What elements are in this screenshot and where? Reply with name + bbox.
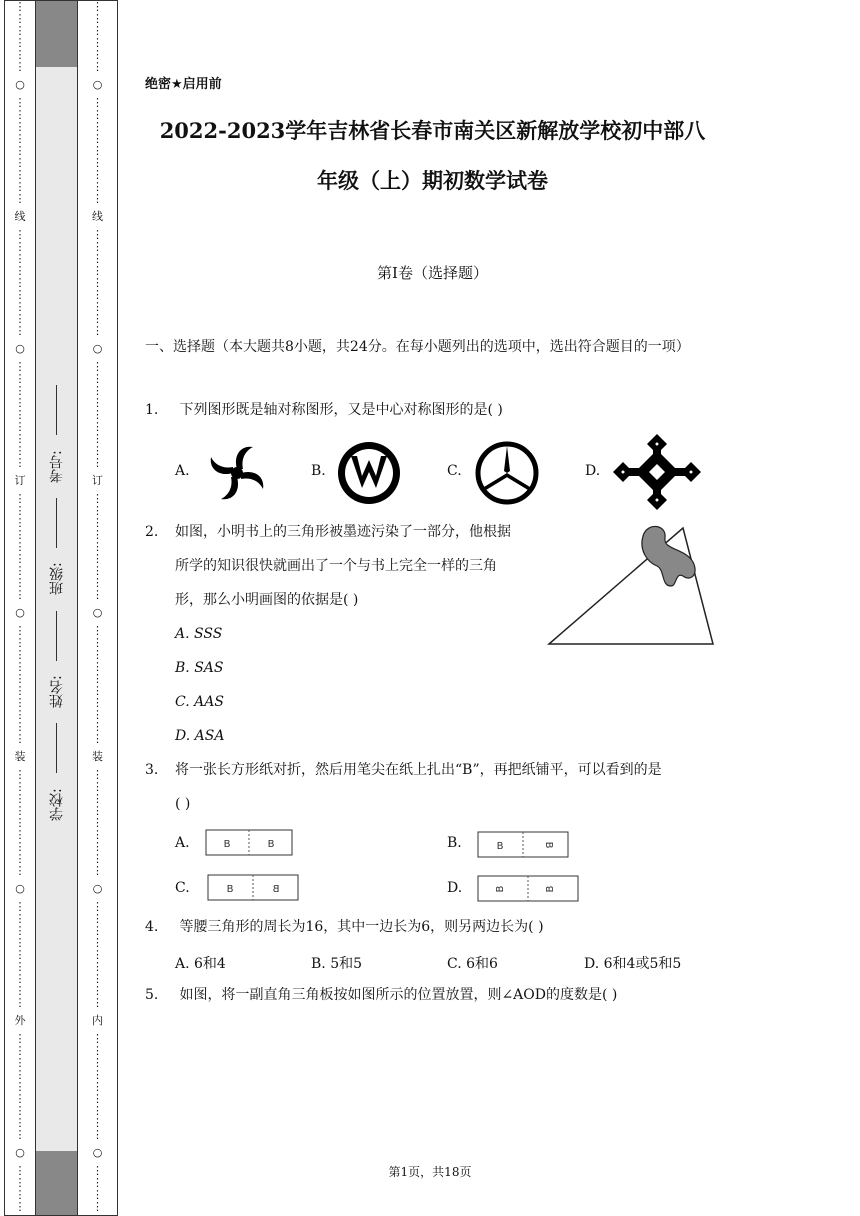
binding-dot: ⋮ bbox=[92, 408, 103, 421]
binding-dot: ⋮ bbox=[14, 1128, 26, 1141]
binding-dot: ⋮ bbox=[14, 900, 26, 913]
exam-no-label: 考号: bbox=[49, 450, 65, 483]
binding-dot: ⋮ bbox=[14, 60, 26, 73]
q4-option-d[interactable]: D. 6和4或5和5 bbox=[584, 956, 682, 972]
binding-dot: ⋮ bbox=[92, 1200, 103, 1213]
binding-dot: ⋮ bbox=[14, 408, 26, 421]
question-text: 等腰三角形的周长为16，其中一边长为6，则另两边长为( ) bbox=[179, 919, 544, 935]
question-text-line-1: 将一张长方形纸对折，然后用笔尖在纸上扎出“B”，再把纸铺平，可以看到的是 bbox=[175, 762, 662, 778]
q1-option-b[interactable] bbox=[311, 463, 326, 479]
question-2 bbox=[145, 515, 511, 753]
binding-dot: ⋮ bbox=[92, 1188, 103, 1201]
binding-dot: ⋮ bbox=[92, 588, 103, 601]
binding-dot: ⋮ bbox=[14, 708, 26, 721]
binding-dot: ⋮ bbox=[14, 684, 26, 697]
binding-dot: ⋮ bbox=[92, 120, 103, 133]
binding-dot: ⋮ bbox=[14, 696, 26, 709]
binding-strip bbox=[0, 0, 120, 1216]
exam-title bbox=[145, 106, 720, 206]
binding-dot: ⋮ bbox=[14, 420, 26, 433]
binding-dot: ⋮ bbox=[92, 324, 103, 337]
binding-dot: ⋮ bbox=[14, 912, 26, 925]
binding-dot: ⋮ bbox=[14, 1188, 26, 1201]
binding-dot: ⋮ bbox=[92, 12, 103, 25]
binding-dot: ⋮ bbox=[92, 660, 103, 673]
binding-circle-mark: ○ bbox=[15, 342, 25, 355]
binding-dot: ⋮ bbox=[14, 276, 26, 289]
option-label: D. bbox=[447, 880, 463, 896]
confidential-mark: 绝密★启用前 bbox=[145, 77, 222, 92]
binding-dot: ⋮ bbox=[92, 108, 103, 121]
q4-option-b[interactable]: B. 5和5 bbox=[311, 956, 363, 972]
question-1 bbox=[145, 393, 503, 427]
q2-option-b[interactable]: B. SAS bbox=[175, 660, 224, 676]
binding-dot: ⋮ bbox=[14, 516, 26, 529]
q4-option-a[interactable]: A. 6和4 bbox=[175, 956, 226, 972]
binding-dot: ⋮ bbox=[92, 1104, 103, 1117]
binding-dot: ⋮ bbox=[92, 372, 103, 385]
outer-binding-column bbox=[4, 0, 36, 1216]
gray-block-top bbox=[36, 1, 77, 67]
binding-dot: ⋮ bbox=[92, 864, 103, 877]
binding-dot: ⋮ bbox=[92, 312, 103, 325]
q2-option-d[interactable]: D. ASA bbox=[175, 728, 225, 744]
binding-dot: ⋮ bbox=[92, 1092, 103, 1105]
binding-dot: ⋮ bbox=[92, 1080, 103, 1093]
binding-dot: ⋮ bbox=[92, 816, 103, 829]
binding-dot: ⋮ bbox=[14, 456, 26, 469]
binding-dot: ⋮ bbox=[92, 1128, 103, 1141]
binding-dot: ⋮ bbox=[14, 156, 26, 169]
binding-dot: ⋮ bbox=[92, 768, 103, 781]
binding-dot: ⋮ bbox=[92, 720, 103, 733]
binding-dot: ⋮ bbox=[14, 324, 26, 337]
binding-dot: ⋮ bbox=[14, 252, 26, 265]
binding-dot: ⋮ bbox=[14, 540, 26, 553]
question-number: 1. bbox=[145, 402, 159, 418]
question-text-line-2: ( ) bbox=[175, 796, 191, 812]
binding-dot: ⋮ bbox=[92, 156, 103, 169]
option-label: A. bbox=[175, 463, 190, 479]
q3-option-b[interactable] bbox=[447, 835, 462, 851]
svg-text:B: B bbox=[272, 884, 280, 895]
q2-option-c[interactable]: C. AAS bbox=[175, 694, 224, 710]
binding-line-mark: 线 bbox=[14, 210, 26, 223]
binding-circle-mark: ○ bbox=[92, 606, 103, 619]
binding-dot: ⋮ bbox=[14, 948, 26, 961]
binding-dot: ⋮ bbox=[92, 1044, 103, 1057]
title-line-2: 年级（上）期初数学试卷 bbox=[317, 168, 548, 193]
binding-dot: ⋮ bbox=[14, 1068, 26, 1081]
binding-dot: ⋮ bbox=[14, 732, 26, 745]
binding-dot: ⋮ bbox=[92, 948, 103, 961]
binding-dot: ⋮ bbox=[92, 900, 103, 913]
binding-dot: ⋮ bbox=[14, 180, 26, 193]
binding-dot: ⋮ bbox=[14, 804, 26, 817]
svg-text:B: B bbox=[545, 885, 556, 893]
binding-line-mark: 线 bbox=[92, 210, 103, 223]
binding-dot: ⋮ bbox=[92, 384, 103, 397]
binding-dot: ⋮ bbox=[92, 252, 103, 265]
binding-dot: ⋮ bbox=[14, 360, 26, 373]
binding-dot: ⋮ bbox=[92, 24, 103, 37]
svg-text:B: B bbox=[223, 839, 231, 850]
binding-dot: ⋮ bbox=[92, 780, 103, 793]
binding-dot: ⋮ bbox=[14, 552, 26, 565]
binding-dot: ⋮ bbox=[92, 144, 103, 157]
question-text: 如图，将一副直角三角板按如图所示的位置放置，则∠AOD的度数是( ) bbox=[179, 987, 618, 1003]
question-text-line-2: 所学的知识很快就画出了一个与书上完全一样的三角 bbox=[175, 558, 497, 574]
option-label: C. bbox=[447, 463, 462, 479]
binding-dot: ⋮ bbox=[14, 24, 26, 37]
gray-block-bottom bbox=[36, 1151, 77, 1215]
binding-dot: ⋮ bbox=[14, 444, 26, 457]
binding-dot: ⋮ bbox=[92, 624, 103, 637]
question-number: 5. bbox=[145, 987, 159, 1003]
svg-text:B: B bbox=[267, 839, 275, 850]
binding-dot: ⋮ bbox=[14, 1044, 26, 1057]
binding-dot: ⋮ bbox=[14, 1200, 26, 1213]
folded-paper-b bbox=[477, 831, 569, 859]
binding-outer-mark: 外 bbox=[14, 1014, 26, 1027]
binding-dot: ⋮ bbox=[14, 852, 26, 865]
binding-dot: ⋮ bbox=[92, 168, 103, 181]
binding-dot: ⋮ bbox=[14, 1164, 26, 1177]
binding-dot: ⋮ bbox=[92, 912, 103, 925]
binding-dot: ⋮ bbox=[92, 828, 103, 841]
binding-dot: ⋮ bbox=[14, 1104, 26, 1117]
binding-dot: ⋮ bbox=[92, 192, 103, 205]
binding-dot: ⋮ bbox=[14, 828, 26, 841]
binding-dot: ⋮ bbox=[14, 564, 26, 577]
binding-dot: ⋮ bbox=[14, 132, 26, 145]
binding-dot: ⋮ bbox=[14, 792, 26, 805]
binding-staple-mark: 订 bbox=[92, 474, 103, 487]
title-line-1: 2022-2023学年吉林省长春市南关区新解放学校初中部八 bbox=[159, 118, 706, 143]
q2-option-a[interactable]: A. SSS bbox=[175, 626, 223, 642]
option-label: C. bbox=[175, 880, 190, 896]
binding-dot: ⋮ bbox=[92, 1164, 103, 1177]
binding-circle-mark: ○ bbox=[92, 342, 103, 355]
binding-dot: ⋮ bbox=[14, 108, 26, 121]
binding-dot: ⋮ bbox=[14, 48, 26, 61]
binding-dot: ⋮ bbox=[92, 792, 103, 805]
binding-dot: ⋮ bbox=[14, 168, 26, 181]
binding-dot: ⋮ bbox=[92, 276, 103, 289]
binding-dot: ⋮ bbox=[92, 1068, 103, 1081]
binding-dot: ⋮ bbox=[92, 696, 103, 709]
binding-dot: ⋮ bbox=[14, 636, 26, 649]
binding-dot: ⋮ bbox=[14, 1080, 26, 1093]
binding-dot: ⋮ bbox=[92, 240, 103, 253]
binding-dot: ⋮ bbox=[14, 36, 26, 49]
binding-dot: ⋮ bbox=[92, 576, 103, 589]
binding-dot: ⋮ bbox=[92, 36, 103, 49]
binding-dot: ⋮ bbox=[14, 1056, 26, 1069]
binding-dot: ⋮ bbox=[92, 528, 103, 541]
binding-dot: ⋮ bbox=[14, 1176, 26, 1189]
vw-logo-icon bbox=[335, 440, 403, 506]
binding-dot: ⋮ bbox=[14, 780, 26, 793]
binding-bind-mark: 装 bbox=[92, 750, 103, 763]
binding-dot: ⋮ bbox=[92, 1056, 103, 1069]
q3-option-c[interactable] bbox=[175, 880, 190, 896]
svg-text:B: B bbox=[495, 885, 506, 893]
binding-dot: ⋮ bbox=[92, 0, 103, 13]
q4-option-c[interactable]: C. 6和6 bbox=[447, 956, 498, 972]
mercedes-logo-icon bbox=[473, 440, 541, 506]
binding-dot: ⋮ bbox=[14, 144, 26, 157]
section-instructions: 一、选择题（本大题共8小题，共24分。在每小题列出的选项中，选出符合题目的一项） bbox=[145, 339, 690, 355]
class-blank[interactable] bbox=[57, 498, 58, 548]
binding-dot: ⋮ bbox=[92, 636, 103, 649]
outer-dotted-line bbox=[5, 1, 35, 1215]
binding-dot: ⋮ bbox=[14, 96, 26, 109]
question-text-line-1: 如图，小明书上的三角形被墨迹污染了一部分，他根据 bbox=[175, 524, 511, 540]
option-label: B. bbox=[447, 835, 462, 851]
name-label: 姓名: bbox=[49, 675, 65, 709]
question-4 bbox=[145, 910, 544, 944]
binding-dot: ⋮ bbox=[14, 972, 26, 985]
binding-dot: ⋮ bbox=[92, 648, 103, 661]
binding-dot: ⋮ bbox=[92, 420, 103, 433]
binding-dot: ⋮ bbox=[14, 924, 26, 937]
pinwheel-icon bbox=[203, 440, 271, 506]
binding-circle-mark: ○ bbox=[92, 882, 103, 895]
binding-circle-mark: ○ bbox=[15, 1146, 25, 1159]
binding-dot: ⋮ bbox=[14, 240, 26, 253]
binding-dot: ⋮ bbox=[14, 996, 26, 1009]
binding-circle-mark: ○ bbox=[15, 606, 25, 619]
binding-dot: ⋮ bbox=[92, 504, 103, 517]
binding-dot: ⋮ bbox=[14, 1116, 26, 1129]
svg-text:B: B bbox=[496, 841, 504, 852]
folded-paper-c bbox=[207, 874, 299, 902]
binding-dot: ⋮ bbox=[92, 960, 103, 973]
binding-dot: ⋮ bbox=[92, 732, 103, 745]
binding-dot: ⋮ bbox=[14, 648, 26, 661]
diamond-cross-icon bbox=[609, 432, 705, 512]
binding-dot: ⋮ bbox=[14, 1032, 26, 1045]
stained-triangle-figure bbox=[547, 520, 719, 648]
binding-dot: ⋮ bbox=[14, 372, 26, 385]
binding-dot: ⋮ bbox=[14, 936, 26, 949]
binding-dot: ⋮ bbox=[14, 816, 26, 829]
binding-dot: ⋮ bbox=[92, 708, 103, 721]
question-number: 4. bbox=[145, 919, 159, 935]
binding-dot: ⋮ bbox=[92, 96, 103, 109]
binding-dot: ⋮ bbox=[92, 672, 103, 685]
option-label: D. bbox=[585, 463, 601, 479]
binding-dot: ⋮ bbox=[92, 516, 103, 529]
option-label: A. bbox=[175, 835, 190, 851]
binding-dot: ⋮ bbox=[92, 684, 103, 697]
student-info-column bbox=[36, 0, 78, 1216]
binding-dot: ⋮ bbox=[92, 444, 103, 457]
binding-dot: ⋮ bbox=[92, 180, 103, 193]
binding-circle-mark: ○ bbox=[92, 78, 103, 91]
binding-dot: ⋮ bbox=[14, 228, 26, 241]
binding-dot: ⋮ bbox=[92, 1032, 103, 1045]
binding-dot: ⋮ bbox=[14, 576, 26, 589]
exam-no-blank[interactable] bbox=[57, 385, 58, 435]
binding-dot: ⋮ bbox=[92, 60, 103, 73]
binding-dot: ⋮ bbox=[14, 432, 26, 445]
inner-dotted-line bbox=[78, 1, 117, 1215]
binding-dot: ⋮ bbox=[92, 396, 103, 409]
q3-option-d[interactable] bbox=[447, 880, 462, 896]
svg-text:B: B bbox=[543, 841, 554, 849]
question-number: 2. bbox=[145, 524, 159, 540]
binding-dot: ⋮ bbox=[92, 936, 103, 949]
binding-dot: ⋮ bbox=[14, 192, 26, 205]
binding-dot: ⋮ bbox=[92, 492, 103, 505]
binding-dot: ⋮ bbox=[92, 456, 103, 469]
binding-circle-mark: ○ bbox=[15, 78, 25, 91]
binding-dot: ⋮ bbox=[14, 768, 26, 781]
binding-dot: ⋮ bbox=[92, 1176, 103, 1189]
q1-option-c[interactable] bbox=[447, 463, 462, 479]
binding-circle-mark: ○ bbox=[92, 1146, 103, 1159]
binding-dot: ⋮ bbox=[92, 1116, 103, 1129]
school-label: 学校: bbox=[49, 788, 65, 821]
binding-dot: ⋮ bbox=[92, 228, 103, 241]
binding-dot: ⋮ bbox=[14, 120, 26, 133]
q1-option-a[interactable] bbox=[175, 463, 190, 479]
binding-dot: ⋮ bbox=[14, 864, 26, 877]
binding-dot: ⋮ bbox=[92, 804, 103, 817]
q3-option-a[interactable] bbox=[175, 835, 190, 851]
binding-dot: ⋮ bbox=[14, 960, 26, 973]
binding-dot: ⋮ bbox=[92, 132, 103, 145]
binding-dot: ⋮ bbox=[92, 852, 103, 865]
binding-dot: ⋮ bbox=[92, 972, 103, 985]
q1-option-d[interactable] bbox=[585, 463, 600, 479]
question-text: 下列图形既是轴对称图形，又是中心对称图形的是( ) bbox=[179, 402, 503, 418]
binding-dot: ⋮ bbox=[92, 48, 103, 61]
binding-dot: ⋮ bbox=[14, 0, 26, 13]
binding-dot: ⋮ bbox=[14, 588, 26, 601]
binding-dot: ⋮ bbox=[14, 300, 26, 313]
binding-dot: ⋮ bbox=[14, 528, 26, 541]
binding-staple-mark: 订 bbox=[14, 474, 26, 487]
binding-dot: ⋮ bbox=[92, 300, 103, 313]
binding-dot: ⋮ bbox=[14, 12, 26, 25]
binding-bind-mark: 装 bbox=[14, 750, 26, 763]
question-3 bbox=[145, 753, 720, 821]
question-5 bbox=[145, 978, 617, 1012]
folded-paper-a bbox=[205, 829, 293, 857]
binding-dot: ⋮ bbox=[14, 384, 26, 397]
binding-dot: ⋮ bbox=[14, 492, 26, 505]
binding-dot: ⋮ bbox=[14, 312, 26, 325]
binding-dot: ⋮ bbox=[92, 540, 103, 553]
folded-paper-d bbox=[477, 875, 579, 903]
binding-dot: ⋮ bbox=[92, 288, 103, 301]
binding-dot: ⋮ bbox=[14, 840, 26, 853]
binding-circle-mark: ○ bbox=[15, 882, 25, 895]
name-blank[interactable] bbox=[57, 611, 58, 661]
binding-dot: ⋮ bbox=[92, 360, 103, 373]
binding-dot: ⋮ bbox=[14, 624, 26, 637]
binding-dot: ⋮ bbox=[92, 264, 103, 277]
page-footer: 第1页，共18页 bbox=[388, 1165, 472, 1179]
option-label: B. bbox=[311, 463, 326, 479]
binding-dot: ⋮ bbox=[92, 564, 103, 577]
binding-dot: ⋮ bbox=[14, 1092, 26, 1105]
binding-dot: ⋮ bbox=[14, 672, 26, 685]
section-heading: 第I卷（选择题） bbox=[377, 264, 488, 282]
binding-dot: ⋮ bbox=[92, 840, 103, 853]
inner-binding-column bbox=[78, 0, 118, 1216]
binding-dot: ⋮ bbox=[14, 396, 26, 409]
binding-dot: ⋮ bbox=[14, 720, 26, 733]
binding-dot: ⋮ bbox=[14, 288, 26, 301]
binding-dot: ⋮ bbox=[14, 984, 26, 997]
binding-dot: ⋮ bbox=[92, 984, 103, 997]
binding-dot: ⋮ bbox=[14, 660, 26, 673]
question-text-line-3: 形，那么小明画图的依据是( ) bbox=[175, 592, 359, 608]
binding-dot: ⋮ bbox=[92, 924, 103, 937]
class-label: 班级: bbox=[49, 562, 65, 596]
binding-dot: ⋮ bbox=[92, 432, 103, 445]
binding-dot: ⋮ bbox=[92, 552, 103, 565]
binding-dot: ⋮ bbox=[14, 264, 26, 277]
svg-text:B: B bbox=[226, 884, 234, 895]
question-number: 3. bbox=[145, 762, 159, 778]
binding-inner-mark: 内 bbox=[92, 1014, 103, 1027]
school-blank[interactable] bbox=[57, 723, 58, 773]
binding-dot: ⋮ bbox=[92, 996, 103, 1009]
binding-dot: ⋮ bbox=[14, 504, 26, 517]
student-info-fields bbox=[36, 381, 78, 821]
